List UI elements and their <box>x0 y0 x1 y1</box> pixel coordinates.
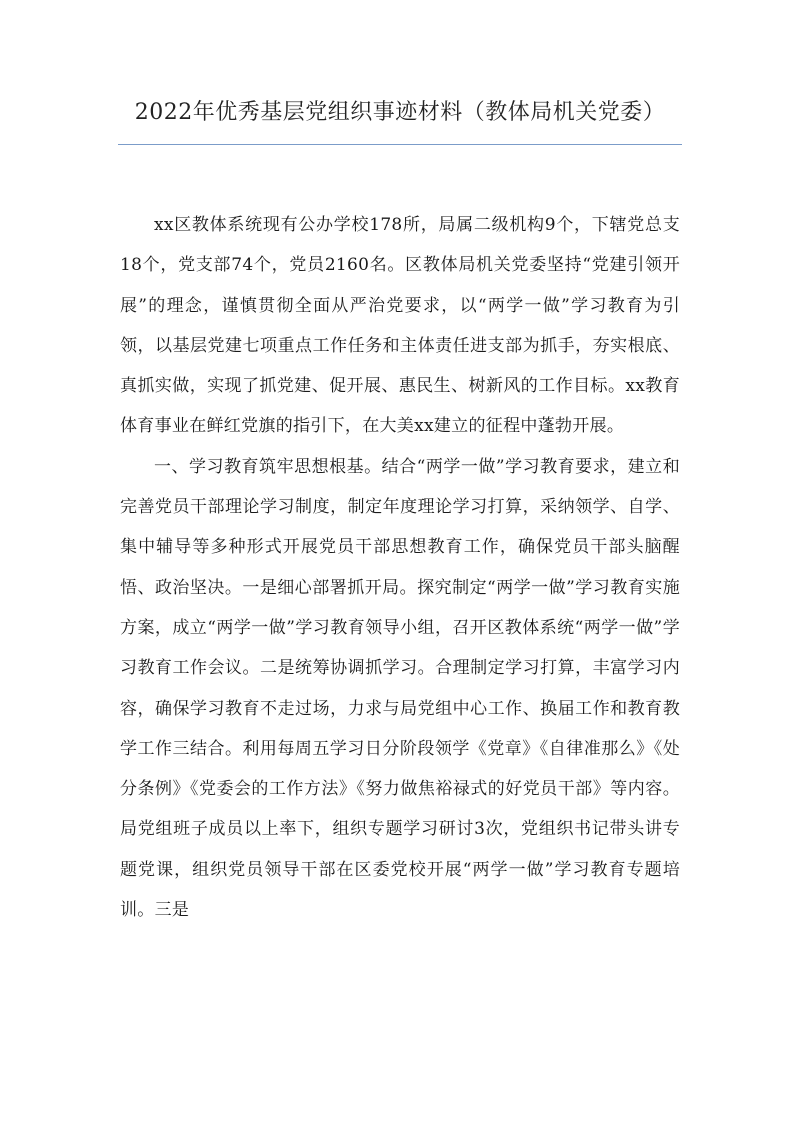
document-title: 2022年优秀基层党组织事迹材料（教体局机关党委） <box>134 100 666 125</box>
title-underline-divider <box>118 144 682 145</box>
document-body <box>120 205 680 930</box>
paragraph-section-one: 一、学习教育筑牢思想根基。结合“两学一做”学习教育要求，建立和完善党员干部理论学习制度，制定年度理论学习打算，采纳领学、自学、集中辅导等多种形式开展党员干部思想教育工作，确保党员干部头脑醒悟、政治坚决。一是细心部署抓开局。探究制定“两学一做”学习教育实施方案，成立“两学一做”学习教育领导小组，召开区教体系统“两学一做”学习教育工作会议。二是统筹协调抓学习。合理制定学习打算，丰富学习内容，确保学习教育不走过场，力求与局党组中心工作、换届工作和教育教学工作三结合。利用每周五学习日分阶段领学《党章》《自律准那么》《处分条例》《党委会的工作方法》《努力做焦裕禄式的好党员干部》等内容。局党组班子成员以上率下，组织专题学习研讨3次，党组织书记带头讲专题党课，组织党员领导干部在区委党校开展“两学一做”学习教育专题培训。三是 <box>120 456 680 921</box>
paragraph-intro: xx区教体系统现有公办学校178所，局属二级机构9个，下辖党总支18个，党支部74个，党员2160名。区教体局机关党委坚持“党建引领开展”的理念，谨慎贯彻全面从严治党要求，以“两学一做”学习教育为引领，以基层党建七项重点工作任务和主体责任进支部为抓手，夯实根底、真抓实做，实现了抓党建、促开展、惠民生、树新风的工作目标。xx教育体育事业在鲜红党旗的指引下，在大美xx建立的征程中蓬勃开展。 <box>120 215 680 437</box>
